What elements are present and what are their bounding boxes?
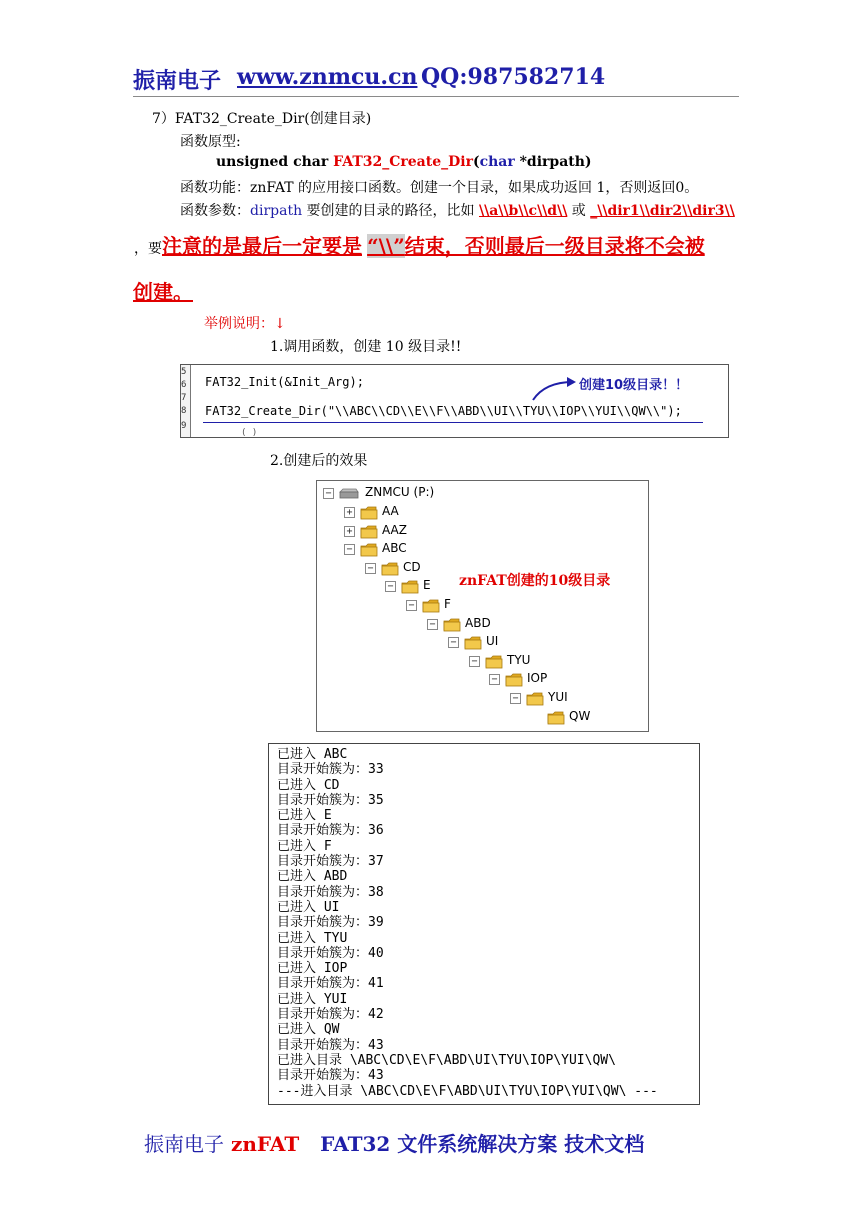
console-line: 目录开始簇为：35: [277, 792, 384, 808]
console-line: 目录开始簇为：42: [277, 1007, 384, 1023]
line-number: 6: [181, 380, 187, 390]
tree-item-label: AA: [382, 504, 399, 518]
folder-icon: [360, 506, 378, 520]
drive-icon: [339, 488, 359, 499]
code-underline: [203, 422, 703, 423]
tree-root-label: ZNMCU (P:): [365, 485, 435, 499]
tree-item-label: AAZ: [382, 522, 407, 537]
console-line: 已进入 TYU: [277, 930, 348, 946]
tree-item-label: TYU: [507, 652, 531, 667]
line-number: 8: [181, 406, 187, 416]
note-tail: 结束，否则最后一级目录将不会被: [404, 234, 705, 258]
param-label: 函数参数：: [180, 203, 250, 219]
console-line: 目录开始簇为：36: [277, 823, 384, 839]
code-line-partial: ( ): [241, 428, 258, 438]
console-line: 已进入 ABD: [277, 869, 348, 885]
note-quote: “\\”: [367, 234, 405, 258]
folder-tree-view: [316, 480, 649, 732]
collapse-icon[interactable]: −: [323, 488, 334, 499]
folder-icon: [422, 599, 440, 613]
proto-close-paren: ): [584, 154, 592, 170]
console-line: 目录开始簇为：40: [277, 945, 384, 961]
footer-company: 振南电子: [144, 1132, 224, 1156]
console-lines: [277, 747, 658, 1099]
note-end: 创建。: [133, 280, 193, 304]
line-number: 7: [181, 393, 187, 403]
tree-item-label: E: [423, 578, 431, 593]
collapse-icon[interactable]: −: [385, 581, 396, 592]
page-header: [133, 64, 739, 97]
param-name: dirpath: [250, 203, 303, 219]
example-label-text: 举例说明：: [204, 316, 274, 332]
console-line: 已进入 CD: [277, 777, 340, 793]
proto-open-paren: (: [472, 154, 480, 170]
page-footer: [144, 1128, 644, 1157]
console-line: 目录开始簇为：41: [277, 976, 384, 992]
console-line: 目录开始簇为：43: [277, 1037, 384, 1053]
section-title: 7）FAT32_Create_Dir(创建目录): [152, 111, 372, 127]
collapse-icon[interactable]: −: [365, 563, 376, 574]
collapse-icon[interactable]: −: [469, 656, 480, 667]
param-description: 要创建的目录的路径，比如: [306, 203, 475, 219]
proto-param-type: char: [479, 154, 515, 170]
code-annotation: 创建10级目录！！: [579, 378, 689, 393]
note-main: 注意的是最后一定要是: [162, 234, 362, 258]
expand-icon[interactable]: +: [344, 526, 355, 537]
tree-item-label: F: [444, 597, 451, 611]
console-line: 目录开始簇为：39: [277, 915, 384, 931]
param-example-1: \\a\\b\\c\\d\\: [479, 203, 568, 219]
folder-icon: [547, 711, 565, 725]
param-or: 或: [571, 203, 586, 219]
function-prototype: [216, 154, 592, 170]
proto-param-name: *dirpath: [519, 154, 585, 170]
footer-product: znFAT: [230, 1132, 300, 1156]
line-number: 5: [181, 367, 187, 377]
proto-function-name: FAT32_Create_Dir: [333, 154, 473, 170]
important-note: [134, 230, 705, 259]
console-line: 已进入 E: [277, 808, 332, 824]
header-qq: QQ:987582714: [421, 64, 606, 90]
console-line: 已进入 F: [277, 838, 332, 854]
console-line: 已进入 IOP: [277, 961, 348, 977]
collapse-icon[interactable]: −: [489, 674, 500, 685]
folder-icon: [526, 692, 544, 706]
header-url-link[interactable]: www.znmcu.cn: [237, 64, 418, 90]
line-number: 9: [181, 421, 187, 431]
tree-item-label: ABC: [382, 541, 407, 556]
folder-icon: [464, 636, 482, 650]
tree-item-label: ABD: [465, 615, 491, 630]
footer-title: FAT32 文件系统解决方案 技术文档: [320, 1132, 645, 1156]
console-line: 目录开始簇为：43: [277, 1068, 384, 1084]
proto-return-type: unsigned char: [216, 154, 329, 170]
console-line: ---进入目录 \ABC\CD\E\F\ABD\UI\TYU\IOP\YUI\QW\ ---: [277, 1083, 658, 1099]
console-line: 目录开始簇为：38: [277, 884, 384, 900]
line-number-gutter: [181, 365, 191, 437]
folder-icon: [401, 580, 419, 594]
console-line: 已进入 YUI: [277, 991, 348, 1007]
collapse-icon[interactable]: −: [448, 637, 459, 648]
code-line-create-dir: FAT32_Create_Dir("\\ABC\\CD\\E\\F\\ABD\\UI\\TYU\\IOP\\YUI\\QW\\");: [205, 404, 682, 418]
tree-item-label: UI: [486, 634, 499, 649]
step-1-text: 1.调用函数，创建 10 级目录!!: [270, 339, 462, 355]
down-arrow-icon: ↓: [274, 316, 286, 332]
console-line: 已进入 ABC: [277, 747, 348, 762]
folder-icon: [360, 543, 378, 557]
collapse-icon[interactable]: −: [406, 600, 417, 611]
collapse-icon[interactable]: −: [510, 693, 521, 704]
folder-icon: [505, 673, 523, 687]
prototype-label: 函数原型:: [180, 134, 241, 150]
folder-icon: [360, 525, 378, 539]
console-output: [268, 743, 700, 1105]
function-description: 函数功能：znFAT 的应用接口函数。创建一个目录，如果成功返回 1，否则返回0。: [180, 180, 699, 196]
annotation-arrow-icon: [531, 374, 579, 404]
code-snippet: [180, 364, 729, 438]
tree-item-label: QW: [569, 708, 591, 723]
tree-item-label: YUI: [548, 690, 568, 704]
folder-icon: [381, 562, 399, 576]
console-line: 目录开始簇为：33: [277, 762, 384, 778]
code-line-init: FAT32_Init(&Init_Arg);: [205, 375, 364, 389]
tree-annotation: znFAT创建的10级目录: [459, 573, 611, 589]
collapse-icon[interactable]: −: [344, 544, 355, 555]
note-prefix: ，要: [134, 241, 162, 257]
console-line: 已进入 QW: [277, 1022, 340, 1038]
expand-icon[interactable]: +: [344, 507, 355, 518]
console-line: 目录开始簇为：37: [277, 854, 384, 870]
collapse-icon[interactable]: −: [427, 619, 438, 630]
tree-item-label: CD: [403, 559, 421, 574]
param-example-2: _\\dir1\\dir2\\dir3\\: [590, 203, 735, 219]
example-label: [204, 313, 286, 333]
folder-icon: [443, 618, 461, 632]
step-2-text: 2.创建后的效果: [270, 453, 368, 469]
folder-icon: [485, 655, 503, 669]
function-params: [180, 200, 735, 220]
tree-item-label: IOP: [527, 671, 548, 686]
console-line: 已进入 UI: [277, 899, 340, 915]
header-company: 振南电子: [133, 69, 222, 94]
console-line: 已进入目录 \ABC\CD\E\F\ABD\UI\TYU\IOP\YUI\QW\: [277, 1052, 616, 1068]
